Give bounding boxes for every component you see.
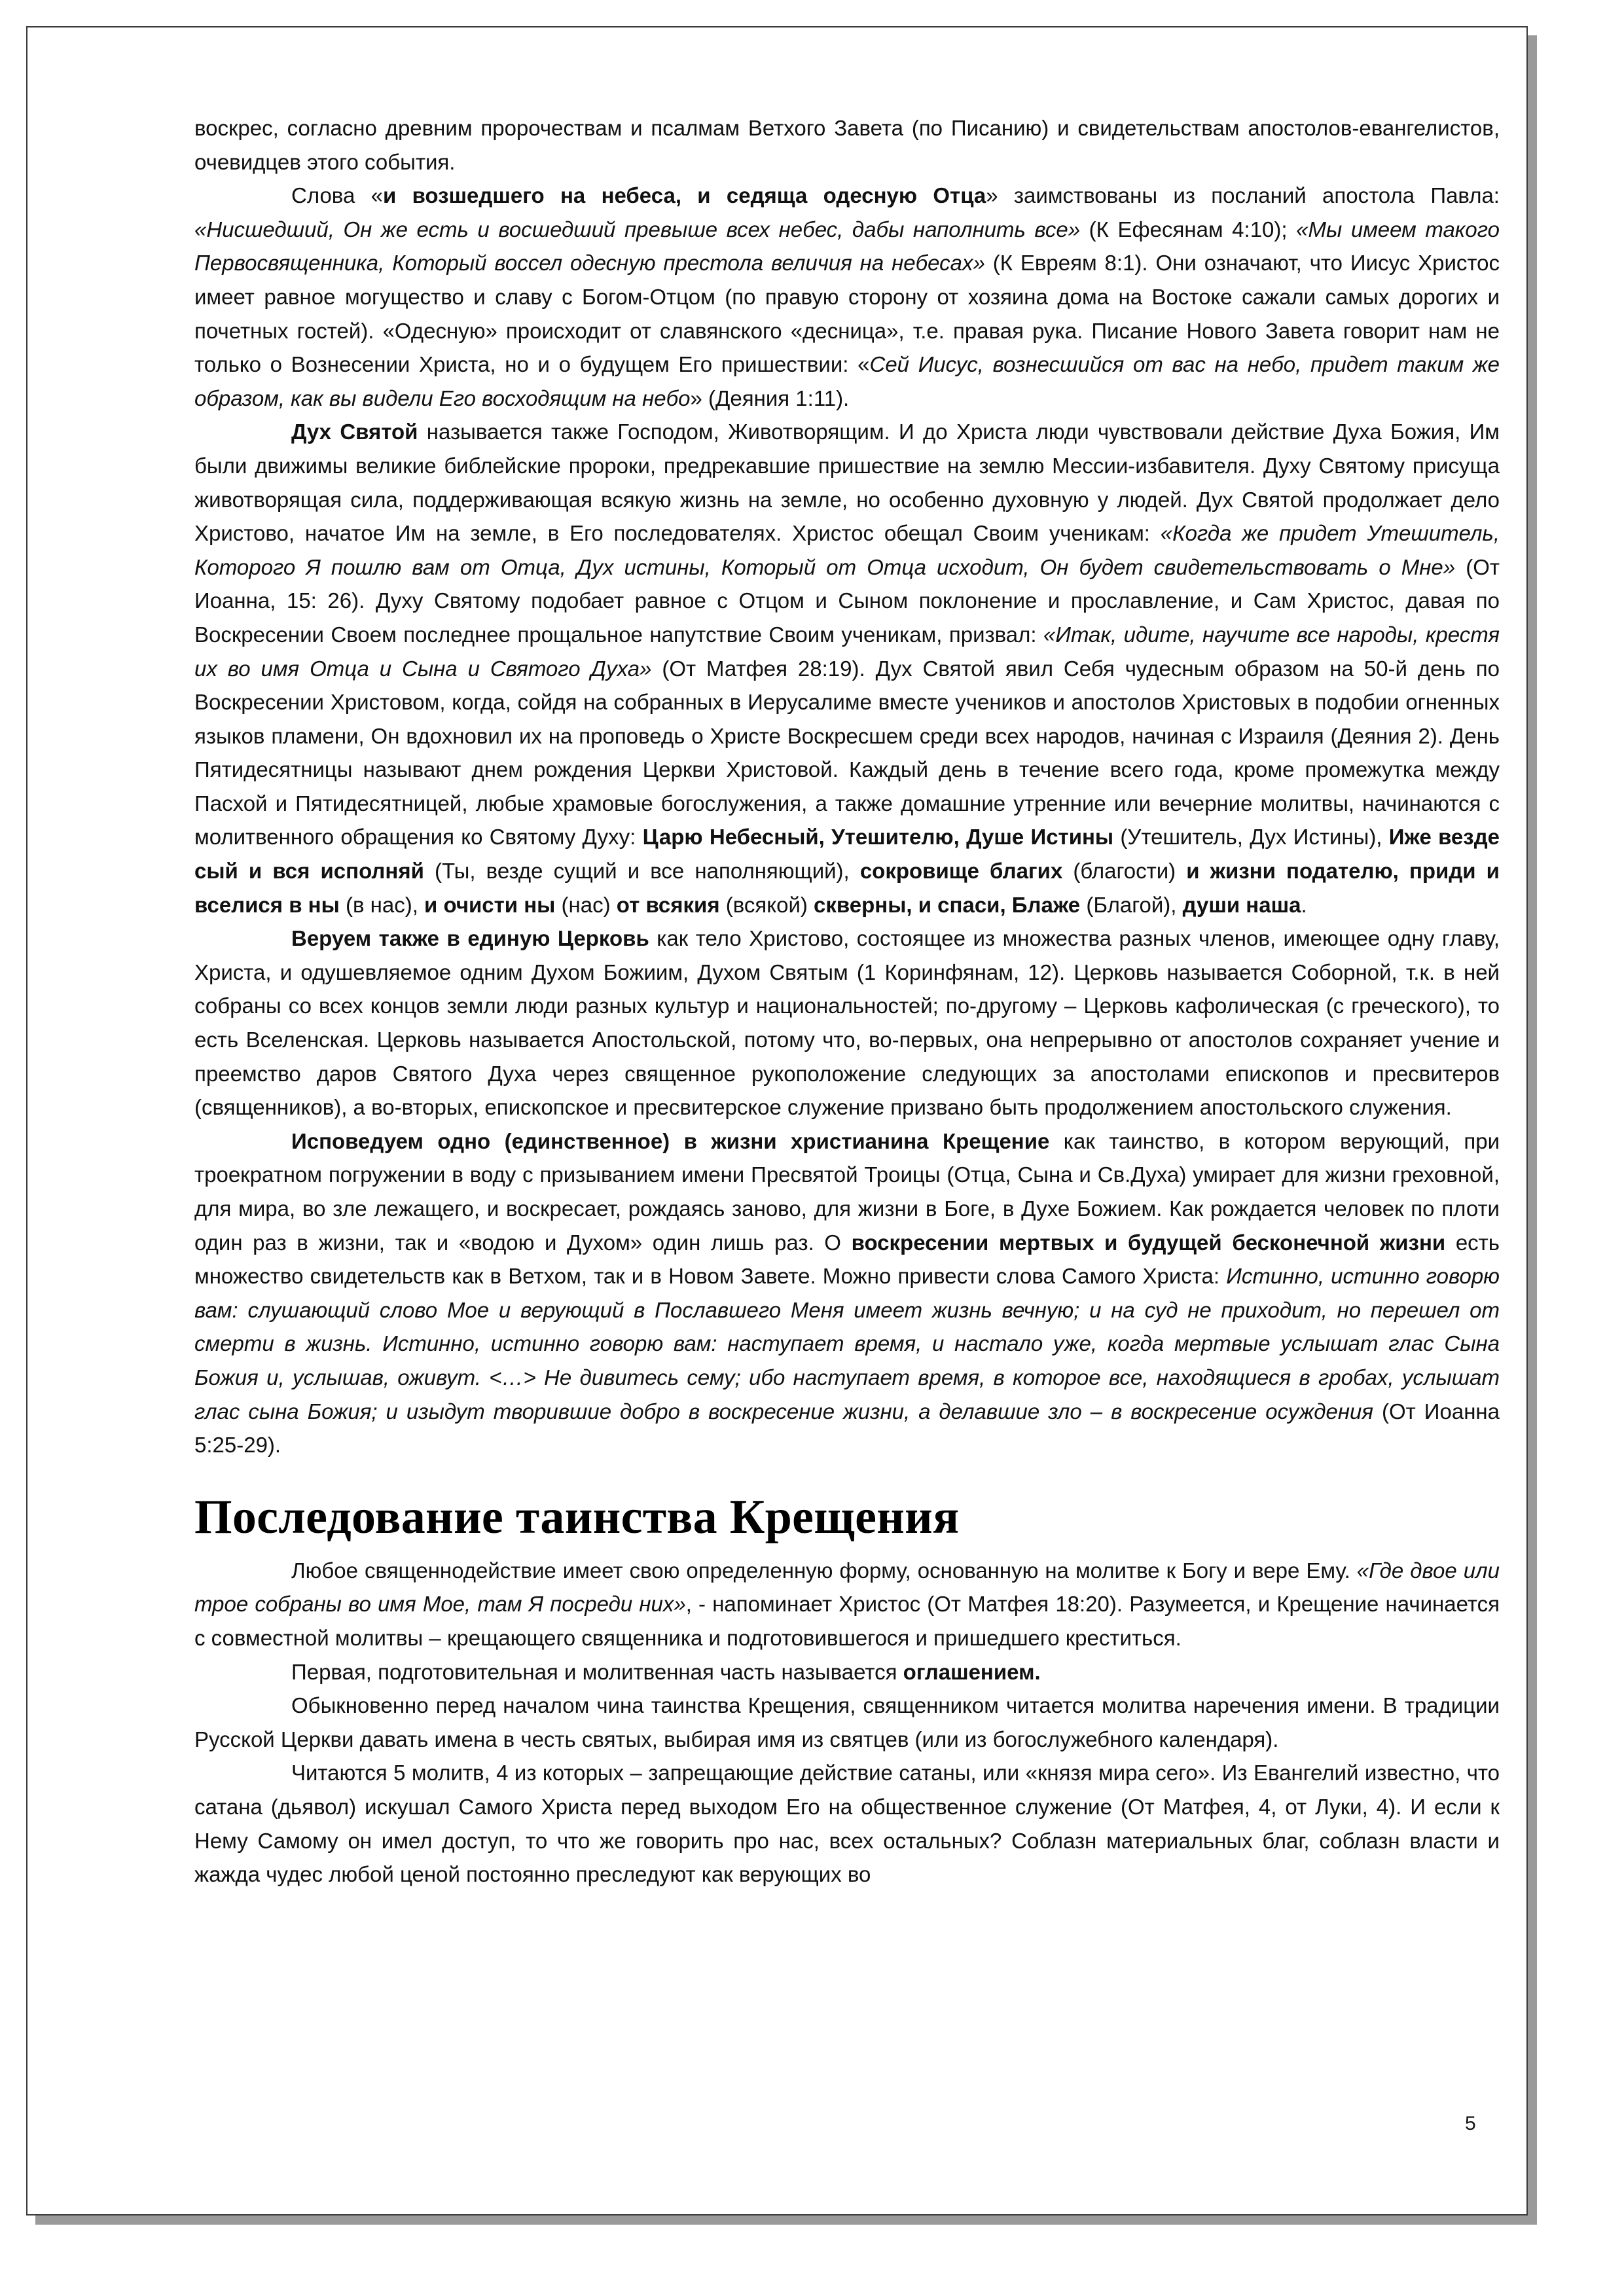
- bold-text: и очисти ны: [424, 892, 556, 917]
- page-number: 5: [1465, 2113, 1476, 2134]
- text-run: (всякой): [719, 892, 814, 917]
- text-run: называется также Господом, Животворящим. И до Христа люди чувствовали действие Духа Божия, Им были движимы великие библейские пророки, предрекавшие пришествие на землю Мессии-избавителя. Духу Святому присуща животворящая сила, поддерживающая всякую жизнь на земле, но особенно духовную у людей. Дух Святой продолжает дело Христово, начатое Им на земле, в Его последователях. Христос обещал Своим ученикам:: [194, 420, 1500, 546]
- text-run: (Утешитель, Дух Истины),: [1113, 825, 1389, 850]
- paragraph: [194, 922, 1500, 1124]
- text-run: (нас): [555, 892, 617, 917]
- italic-text: «Мы имеем такого Первосвященника, Который воссел одесную престола величия на небесах»: [194, 217, 1500, 276]
- text-run: Слова «: [291, 183, 383, 208]
- bold-text: Дух Святой: [291, 420, 418, 444]
- text-run: (От Иоанна, 15: 26). Духу Святому подобает равное с Отцом и Сыном поклонение и прославление, и Сам Христос, давая по Воскресении Своем последнее прощальное напутствие Своим ученикам, призвал:: [194, 554, 1500, 647]
- text-run: воскрес, согласно древним пророчествам и псалмам Ветхого Завета (по Писанию) и свидетельствам апостолов-евангелистов, очевидцев этого события.: [194, 116, 1500, 174]
- text-run: есть множество свидетельств как в Ветхом, так и в Новом Завете. Можно привести слова Самого Христа:: [194, 1230, 1500, 1289]
- paragraph: [194, 1124, 1500, 1462]
- text-run: как тело Христово, состоящее из множества разных членов, имеющее одну главу, Христа, и одушевляемое одним Духом Божиим, Духом Святым (1 Коринфянам, 12). Церковь называется Соборной, т.к. в ней собраны со всех концов земли люди разных культур и национальностей; по-другому – Церковь кафолическая (с греческого), то есть Вселенская. Церковь называется Апостольской, потому что, во-первых, она непрерывно от апостолов сохраняет учение и преемство даров Святого Духа через священное рукоположение следующих за апостолами епископов и пресвитеров (священников), а во-вторых, епископское и пресвитерское служение призвано быть продолжением апостольского служения.: [194, 926, 1500, 1120]
- text-run: как таинство, в котором верующий, при троекратном погружении в воду с призыванием имени Пресвятой Троицы (Отца, Сына и Св.Духа) умирает для жизни греховной, для мира, во зле лежащего, и воскресает, рождаясь заново, для жизни в Боге, в Духе Божием. Как рождается человек по плоти один раз в жизни, так и «водою и Духом» один лишь раз. О: [194, 1128, 1500, 1255]
- text-run: , - напоминает Христос (От Матфея 18:20). Разумеется, и Крещение начинается с совместной молитвы – крещающего священника и подготовившегося и пришедшего креститься.: [194, 1592, 1500, 1650]
- paragraph: [194, 111, 1500, 179]
- bold-text: сокровище благих: [859, 859, 1063, 884]
- italic-text: Истинно, истинно говорю вам: слушающий слово Мое и верующий в Пославшего Меня имеет жизнь вечную; и на суд не приходит, но перешел от смерти в жизнь. Истинно, истинно говорю вам: наступает время, и настало уже, когда мертвые услышат глас Сына Божия и, услышав, оживут. <…> Не дивитесь сему; ибо наступает время, в которое все, находящиеся в гробах, услышат глас сына Божия; и изыдут творившие добро в воскресение жизни, а делавшие зло – в воскресение осуждения: [194, 1264, 1500, 1424]
- section-heading: Последование таинства Крещения: [194, 1490, 960, 1544]
- text-run: Обыкновенно перед началом чина таинства Крещения, священником читается молитва наречения имени. В традиции Русской Церкви давать имена в честь святых, выбирая имя из святцев (или из богослужебного календаря).: [194, 1693, 1500, 1751]
- bold-text: оглашением.: [903, 1659, 1041, 1684]
- paragraph: [194, 1655, 1500, 1689]
- italic-text: «Когда же придет Утешитель, Которого Я пошлю вам от Отца, Дух истины, Который от Отца исходит, Он будет свидетельствовать о Мне»: [194, 521, 1500, 579]
- text-run: Любое священнодействие имеет свою определенную форму, основанную на молитве к Богу и вере Ему.: [291, 1558, 1357, 1583]
- paragraph: [194, 1756, 1500, 1891]
- text-run: » (Деяния 1:11).: [690, 386, 850, 410]
- text-run: » заимствованы из посланий апостола Павла:: [986, 183, 1500, 208]
- paragraph: [194, 1689, 1500, 1756]
- italic-text: «Итак, идите, научите все народы, крестя их во имя Отца и Сына и Святого Духа»: [194, 622, 1500, 681]
- text-run: (К Евреям 8:1). Они означают, что Иисус Христос имеет равное могущество и славу с Богом-Отцом (по правую сторону от хозяина дома на Востоке сажали самых дорогих и почетных гостей). «Одесную» происходит от славянского «десница», т.е. правая рука. Писание Нового Завета говорит нам не только о Вознесении Христа, но и о будущем Его пришествии: «: [194, 251, 1500, 377]
- text-run: (К Ефесянам 4:10);: [1080, 217, 1297, 242]
- text-block-before-heading: [194, 111, 1500, 1462]
- italic-text: Сей Иисус, вознесшийся от вас на небо, придет таким же образом, как вы видели Его восходящим на небо: [194, 352, 1500, 410]
- text-block-after-heading: [194, 1554, 1500, 1892]
- bold-text: воскресении мертвых и будущей бесконечной жизни: [851, 1230, 1446, 1255]
- italic-text: «Где двое или трое собраны во имя Мое, там Я посреди них»: [194, 1558, 1500, 1617]
- bold-text: и возшедшего на небеса, и седяща одесную Отца: [382, 183, 986, 208]
- text-run: .: [1301, 892, 1307, 917]
- paragraph: [194, 179, 1500, 415]
- bold-text: от всякия: [616, 892, 720, 917]
- bold-text: и жизни подателю, приди и вселися в ны: [194, 859, 1500, 917]
- paragraph: [194, 415, 1500, 922]
- bold-text: скверны, и спаси, Блаже: [814, 892, 1081, 917]
- bold-text: души наша: [1182, 892, 1301, 917]
- bold-text: Исповедуем одно (единственное) в жизни христианина Крещение: [291, 1128, 1050, 1153]
- text-run: (благости): [1062, 859, 1187, 884]
- text-run: (Ты, везде сущий и все наполняющий),: [424, 859, 860, 884]
- text-run: (в нас),: [339, 892, 425, 917]
- bold-text: Царю Небесный, Утешителю, Душе Истины: [642, 825, 1114, 850]
- text-run: Первая, подготовительная и молитвенная часть называется: [291, 1659, 903, 1684]
- text-run: (От Матфея 28:19). Дух Святой явил Себя чудесным образом на 50-й день по Воскресении Христовом, когда, сойдя на собранных в Иерусалиме вместе учеников и апостолов Христовых в подобии огненных языков пламени, Он вдохновил их на проповедь о Христе Воскресшем среди всех народов, начиная с Израиля (Деяния 2). День Пятидесятницы называют днем рождения Церкви Христовой. Каждый день в течение всего года, кроме промежутка между Пасхой и Пятидесятницей, любые храмовые богослужения, а также домашние утренние или вечерние молитвы, начинаются с молитвенного обращения ко Святому Духу:: [194, 656, 1500, 850]
- text-run: (От Иоанна 5:25-29).: [194, 1399, 1500, 1458]
- bold-text: Веруем также в единую Церковь: [291, 926, 649, 951]
- text-run: Читаются 5 молитв, 4 из которых – запрещающие действие сатаны, или «князя мира сего». Из Евангелий известно, что сатана (дьявол) искушал Самого Христа перед выходом Его на общественное служение (От Матфея, 4, от Луки, 4). И если к Нему Самому он имел доступ, то что же говорить про нас, всех остальных? Соблазн материальных благ, соблазн власти и жажда чудес любой ценой постоянно преследуют как верующих во: [194, 1761, 1500, 1887]
- italic-text: «Нисшедший, Он же есть и восшедший превыше всех небес, дабы наполнить все»: [194, 217, 1081, 242]
- bold-text: Иже везде сый и вся исполняй: [194, 825, 1500, 884]
- page-content: [194, 111, 1500, 1892]
- paragraph: [194, 1554, 1500, 1655]
- text-run: (Благой),: [1080, 892, 1183, 917]
